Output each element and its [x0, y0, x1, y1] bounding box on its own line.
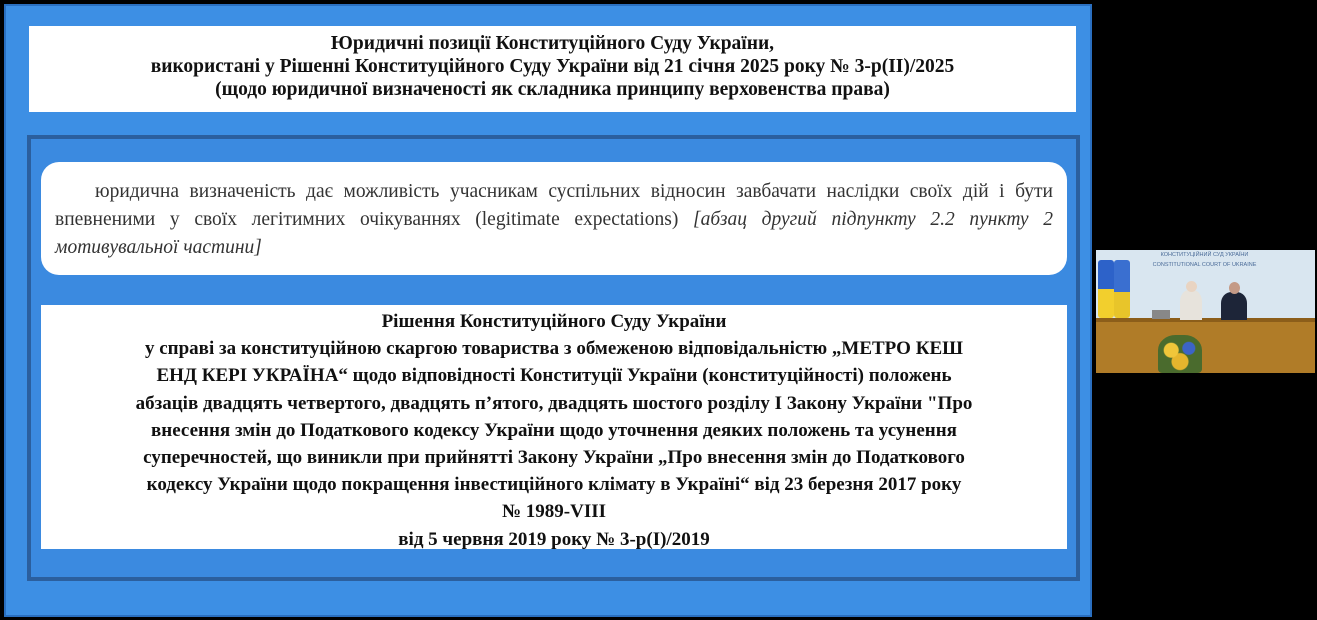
decision-line: суперечностей, що виникли при прийнятті Закону України „Про внесення змін до Податкового: [143, 447, 965, 469]
legal-position-quote: [41, 162, 1067, 275]
decision-line: ЕНД КЕРІ УКРАЇНА“ щодо відповідності Конституції України (конституційності) положень: [156, 365, 952, 387]
laptop-icon: [1152, 310, 1170, 319]
header-line: використані у Рішенні Конституційного Суду України від 21 січня 2025 року № 3-р(ІІ)/2025: [150, 56, 955, 77]
quote-text: юридична визначеність дає можливість учасникам суспільних відносин завбачати наслідки своїх дій і бути впевненими у своїх легітимних очікуваннях (legitimate expectations): [55, 181, 1053, 230]
speaker-figure: [1180, 290, 1202, 320]
decision-line: від 5 червня 2019 року № 3-р(І)/2019: [398, 528, 710, 550]
flower-arrangement: [1158, 335, 1202, 373]
decision-reference: [41, 305, 1067, 549]
judges-desk: [1096, 322, 1315, 373]
quote-citation: [абзац другий підпункту 2.2 пункту 2 мотивувальної частини]: [55, 209, 1053, 258]
slide-header: [29, 26, 1076, 112]
decision-line: № 1989-VIII: [501, 501, 607, 523]
speaker-video-thumbnail[interactable]: [1096, 250, 1315, 373]
decision-line: абзаців двадцять четвертого, двадцять п’ятого, двадцять шостого розділу І Закону України "Про: [135, 392, 973, 414]
flag-icon: [1114, 260, 1130, 318]
header-line: Юридичні позиції Конституційного Суду України,: [330, 33, 775, 54]
decision-line: Рішення Конституційного Суду України: [381, 311, 727, 332]
decision-line: внесення змін до Податкового кодексу України щодо уточнення деяких положень та усунення: [151, 419, 957, 441]
court-name-text-en: CONSTITUTIONAL COURT OF UKRAINE: [1152, 262, 1257, 268]
decision-line: кодексу України щодо покращення інвестиційного клімату в Україні“ від 23 березня 2017 року: [146, 474, 962, 496]
flag-icon: [1098, 260, 1114, 318]
header-line: (щодо юридичної визначеності як складника принципу верховенства права): [215, 79, 890, 100]
decision-line: у справі за конституційною скаргою товариства з обмеженою відповідальністю „МЕТРО КЕШ: [144, 338, 964, 360]
court-name-text: КОНСТИТУЦІЙНИЙ СУД УКРАЇНИ: [1160, 252, 1249, 258]
speaker-figure: [1221, 292, 1247, 320]
